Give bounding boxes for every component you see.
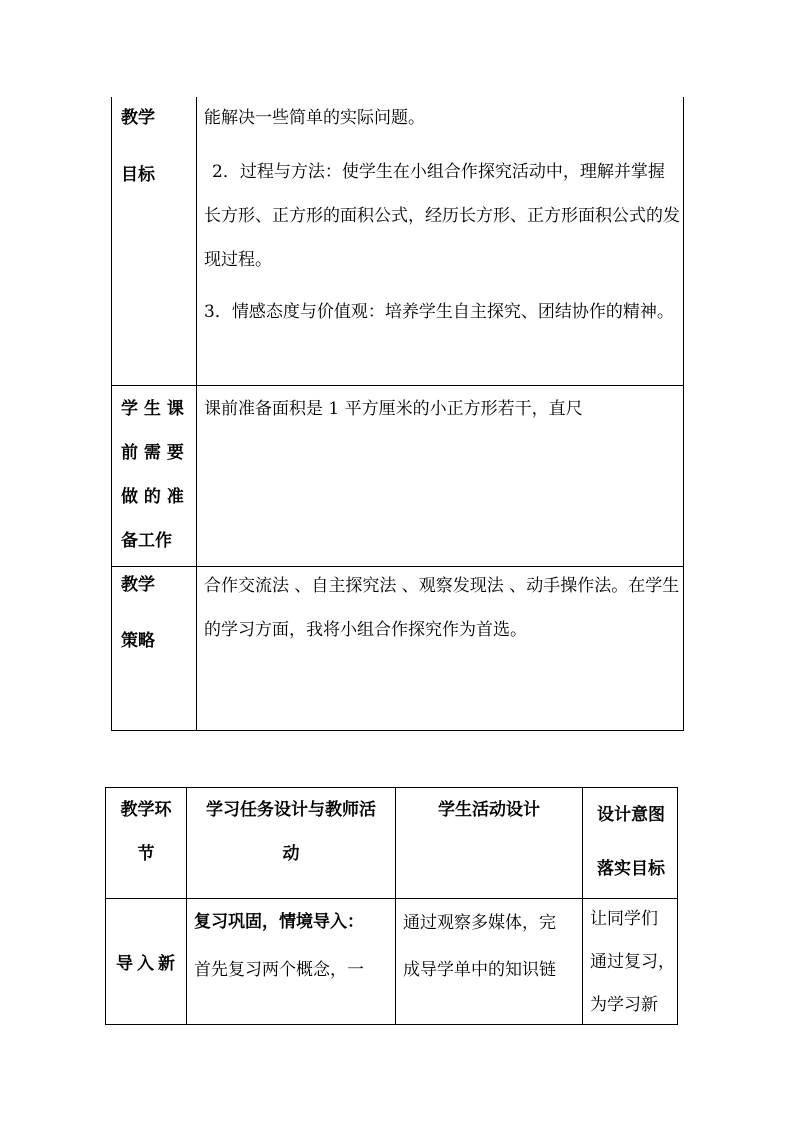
- header-teacher-activity: [187, 788, 395, 876]
- preparation-label-line: 前 需 要: [121, 443, 184, 463]
- goals-paragraph: 3．情感态度与价值观：培养学生自主探究、团结协作的精神。: [204, 302, 674, 322]
- teacher-activity-title: 复习巩固，情境导入：: [194, 912, 364, 932]
- header-intent-line: 落实目标: [597, 859, 665, 879]
- student-activity-cell: [403, 900, 583, 994]
- goals-paragraph: 能解决一些简单的实际问题。: [204, 108, 425, 128]
- preparation-label-line: 学 生 课: [121, 399, 184, 419]
- header-teacher-line: 学习任务设计与教师活: [206, 800, 376, 820]
- goals-text: [204, 97, 680, 334]
- design-intent-line: 通过复习，: [590, 952, 675, 972]
- goals-paragraph: 2．过程与方法：使学生在小组合作探究活动中，理解并掌握长方形、正方形的面积公式，经历长方形、正方形面积公式的发现过程。: [204, 162, 680, 270]
- teacher-activity-text: 首先复习两个概念，一: [194, 960, 364, 980]
- stage-cell: [116, 951, 186, 977]
- stage-text: 导入新: [116, 954, 179, 974]
- design-intent-line: 为学习新: [590, 995, 658, 1015]
- teacher-activity-cell: [194, 898, 390, 994]
- strategy-row: [112, 567, 683, 731]
- student-activity-line: 成导学单中的知识链: [403, 960, 556, 980]
- goals-label: [121, 97, 191, 196]
- goals-label-line: 目标: [121, 165, 155, 185]
- header-student-line: 学生活动设计: [438, 800, 540, 820]
- strategy-text: [204, 564, 680, 652]
- header-teacher-line: 动: [282, 844, 300, 864]
- strategy-label-line: 策略: [121, 631, 155, 651]
- teaching-process-table: [105, 787, 678, 1025]
- header-intent-line: 设计意图: [597, 805, 665, 825]
- student-activity-line: 通过观察多媒体，完: [403, 913, 556, 933]
- header-student-activity: [396, 788, 582, 832]
- lesson-info-table: [111, 97, 684, 731]
- goals-label-line: 教学: [121, 108, 155, 128]
- preparation-label-line: 备工作: [121, 531, 172, 551]
- goals-row: [112, 97, 683, 386]
- strategy-label-line: 教学: [121, 575, 155, 595]
- header-stage-line: 教学环: [120, 800, 172, 820]
- header-design-intent: [583, 788, 679, 896]
- design-intent-line: 让同学们: [590, 909, 658, 929]
- header-stage: [106, 788, 186, 876]
- design-intent-cell: [590, 898, 678, 1027]
- header-stage-line: 节: [137, 844, 155, 864]
- strategy-paragraph: 合作交流法 、自主探究法 、观察发现法 、动手操作法。在学生的学习方面，我将小组合作探究作为首选。: [204, 576, 680, 640]
- preparation-label-line: 做 的 准: [121, 487, 184, 507]
- preparation-text: [204, 387, 680, 431]
- strategy-label: [121, 564, 191, 662]
- preparation-row: [112, 386, 683, 567]
- preparation-label: [121, 387, 191, 563]
- preparation-paragraph: 课前准备面积是 1 平方厘米的小正方形若干，直尺: [204, 399, 583, 419]
